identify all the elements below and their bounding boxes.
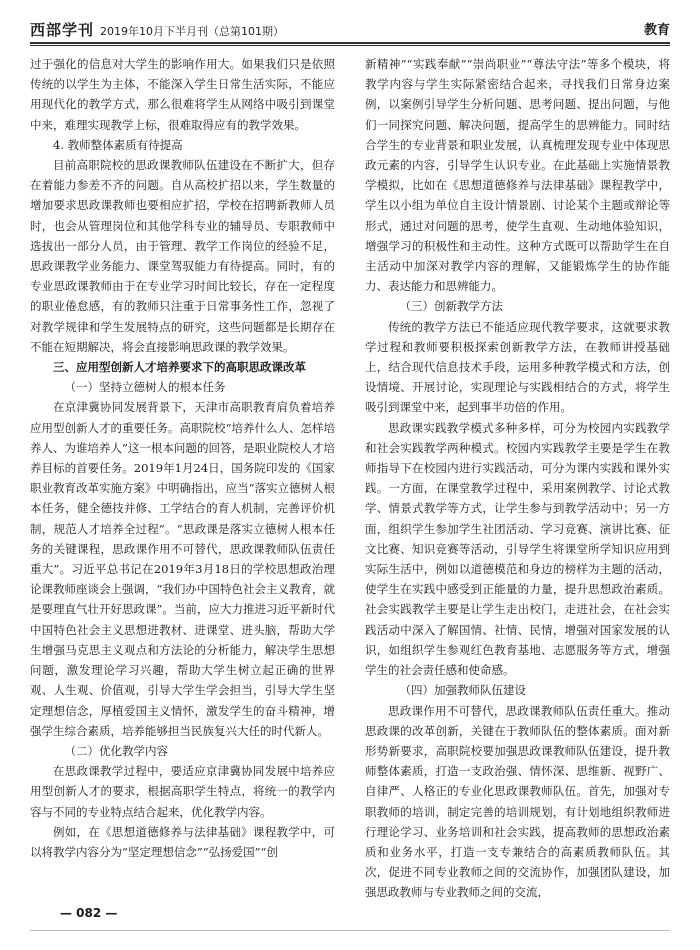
paragraph: 目前高职院校的思政课教师队伍建设在不断扩大，但存在着能力参差不齐的问题。自从高校扩招以来，学生数量的增加要求思政课教师也要相应扩招，学校在招聘新教师人员时，也会从管理岗位和其他学科专业的辅导员、专职教师中选拔出一部分人员，由于管理、教学工作岗位的经验不足，思政课教学业务能力、课堂驾驭能力有待提高。同时，有的专业思政课教师由于在专业学习时间比较长，存在一定程度的职业倦怠感，有的教师只注重于日常事务性工作，忽视了对教学规律和学生发展特点的研究，这些问题都是长期存在不能在短期解决，将会直接影响思政课的教学效果。 [30,158,335,354]
header-rule [30,42,670,44]
footer-rule [30,930,670,931]
header-rule-thin [30,45,670,46]
subsection-heading: （一）坚持立德树人的根本任务 [64,380,226,395]
subsection-heading: 4. 教师整体素质有待提高 [53,137,183,152]
subsection-heading: （三）创新教学方法 [399,299,503,314]
paragraph: 过于强化的信息对大学生的影响作用大。如果我们只是依照传统的以学生为主体，不能深入学生日常生活实际，不能应用现代化的教学方式，那么很难将学生从网络中吸引到课堂中来，难理实现教学上标，很难取得应有的教学效果。 [30,57,335,132]
paragraph: 在京津冀协同发展背景下，天津市高职教育肩负着培养应用型创新人才的重要任务。高职院校“培养什么人、怎样培养人、为谁培养人”这一根本问题的回答，是职业院校人才培养目标的首要任务。2019年1月24日，国务院印发的《国家职业教育改革实施方案》中明确指出，应当“落实立德树人根本任务，健全德技并修、工学结合的育人机制，完善评价机制，规范人才培养全过程”。“思政课是落实立德树人根本任务的关键课程，思政课作用不可替代，思政课教师队伍责任重大”。习近平总书记在2019年3月18日的学校思想政治理论课教师座谈会上强调，“我们办中国特色社会主义教育，就是要理直气壮开好思政课”。当前，应大力推进习近平新时代中国特色社会主义思想进教材、进课堂、进头脑，帮助大学生增强马克思主义观点和方法论的分析能力，解决学生思想问题，激发理论学习兴趣，帮助大学生树立起正确的世界观、人生观、价值观，引导大学生学会担当，引导大学生坚定理想信念，厚植爱国主义情怀，激发学生的奋斗精神，增强学生综合素质，培养能够担当民族复兴大任的时代新人。 [30,400,335,738]
right-column [365,54,670,903]
page-number: — 082 — [60,906,118,920]
subsection-heading: （二）优化教学内容 [64,743,168,758]
journal-name: 西部学刊 [30,21,95,39]
page-header [30,14,670,40]
section-tag: 教育 [643,23,670,38]
paragraph: 新精神”“实践奉献”“崇尚职业”“尊法守法”等多个模块，将教学内容与学生实际紧密结合起来，寻找我们日常身边案例，以案例引导学生分析问题、思考问题、提出问题，与他们一同探究问题、解决问题，提高学生的思辨能力。同时结合学生的专业背景和职业发展，认真梳理发现专业中体现思政元素的内容，引导学生认识专业。在此基础上实施情景教学模拟，比如在《思想道德修养与法律基础》课程教学中，学生以小组为单位自主设计情景剧、讨论某个主题或辩论等形式，通过对问题的思考，使学生直观、生动地体验知识，增强学习的积极性和主动性。这种方式既可以帮助学生在自主活动中加深对教学内容的理解，又能锻炼学生的协作能力、表达能力和思辨能力。 [365,57,670,294]
subsection-heading: （四）加强教师队伍建设 [399,683,526,698]
paragraph: 思政课作用不可替代，思政课教师队伍责任重大。推动思政课的改革创新，关键在于教师队伍的整体素质。面对新形势新要求，高职院校要加强思政课教师队伍建设，提升教师整体素质，打造一支政治强、情怀深、思维新、视野广、自律严、人格正的专业化思政课教师队伍。首先，加强对专职教师的培训，制定完善的培训规划，有计划地组织教师进行理论学习、业务培训和社会实践，提高教师的思想政治素质和业务水平，打造一支专兼结合的高素质教师队伍。其次，促进不同专业教师之间的交流协作，加强团队建设，加强思政教师与专业教师之间的交流， [365,703,670,900]
masthead [30,19,284,40]
left-column [30,54,335,862]
paragraph: 例如，在《思想道德修养与法律基础》课程教学中，可以将教学内容分为“坚定理想信念”“弘扬爱国”“创 [30,824,335,859]
paragraph: 在思政课教学过程中，要适应京津冀协同发展中培养应用型创新人才的要求，根据高职学生特点，将统一的教学内容与不同的专业特点结合起来，优化教学内容。 [30,764,335,819]
section-heading: 三、应用型创新人才培养要求下的高职思政课改革 [53,360,306,375]
issue-info: 2019年10月下半月刊（总第101期） [100,25,285,38]
paragraph: 思政课实践教学模式多种多样，可分为校园内实践教学和社会实践教学两种模式。校园内实践教学主要是学生在教师指导下在校园内进行实践活动，可分为课内实践和课外实践。一方面，在课堂教学过程中，采用案例教学、讨论式教学、情景式教学等方式，让学生参与到教学活动中；另一方面，组织学生参加学生社团活动、学习竞赛、演讲比赛、征文比赛、知识竞赛等活动，引导学生将课堂所学知识应用到实际生活中，例如以道德模范和身边的榜样为主题的活动，使学生在实践中感受到正能量的力量，提升思想政治素质。社会实践教学主要是让学生走出校门，走进社会，在社会实践活动中深入了解国情、社情、民情，增强对国家发展的认识，如组织学生参观红色教育基地、志愿服务等方式，增强学生的社会责任感和使命感。 [365,420,670,678]
paragraph: 传统的教学方法已不能适应现代教学要求，这就要求教学过程和教师要积极探索创新教学方法，在教师讲授基础上，结合现代信息技术手段，运用多种教学模式和方法，创设情境、开展讨论，实现理论与实践相结合的方式，将学生吸引到课堂中来，起到事半功倍的作用。 [365,319,670,415]
